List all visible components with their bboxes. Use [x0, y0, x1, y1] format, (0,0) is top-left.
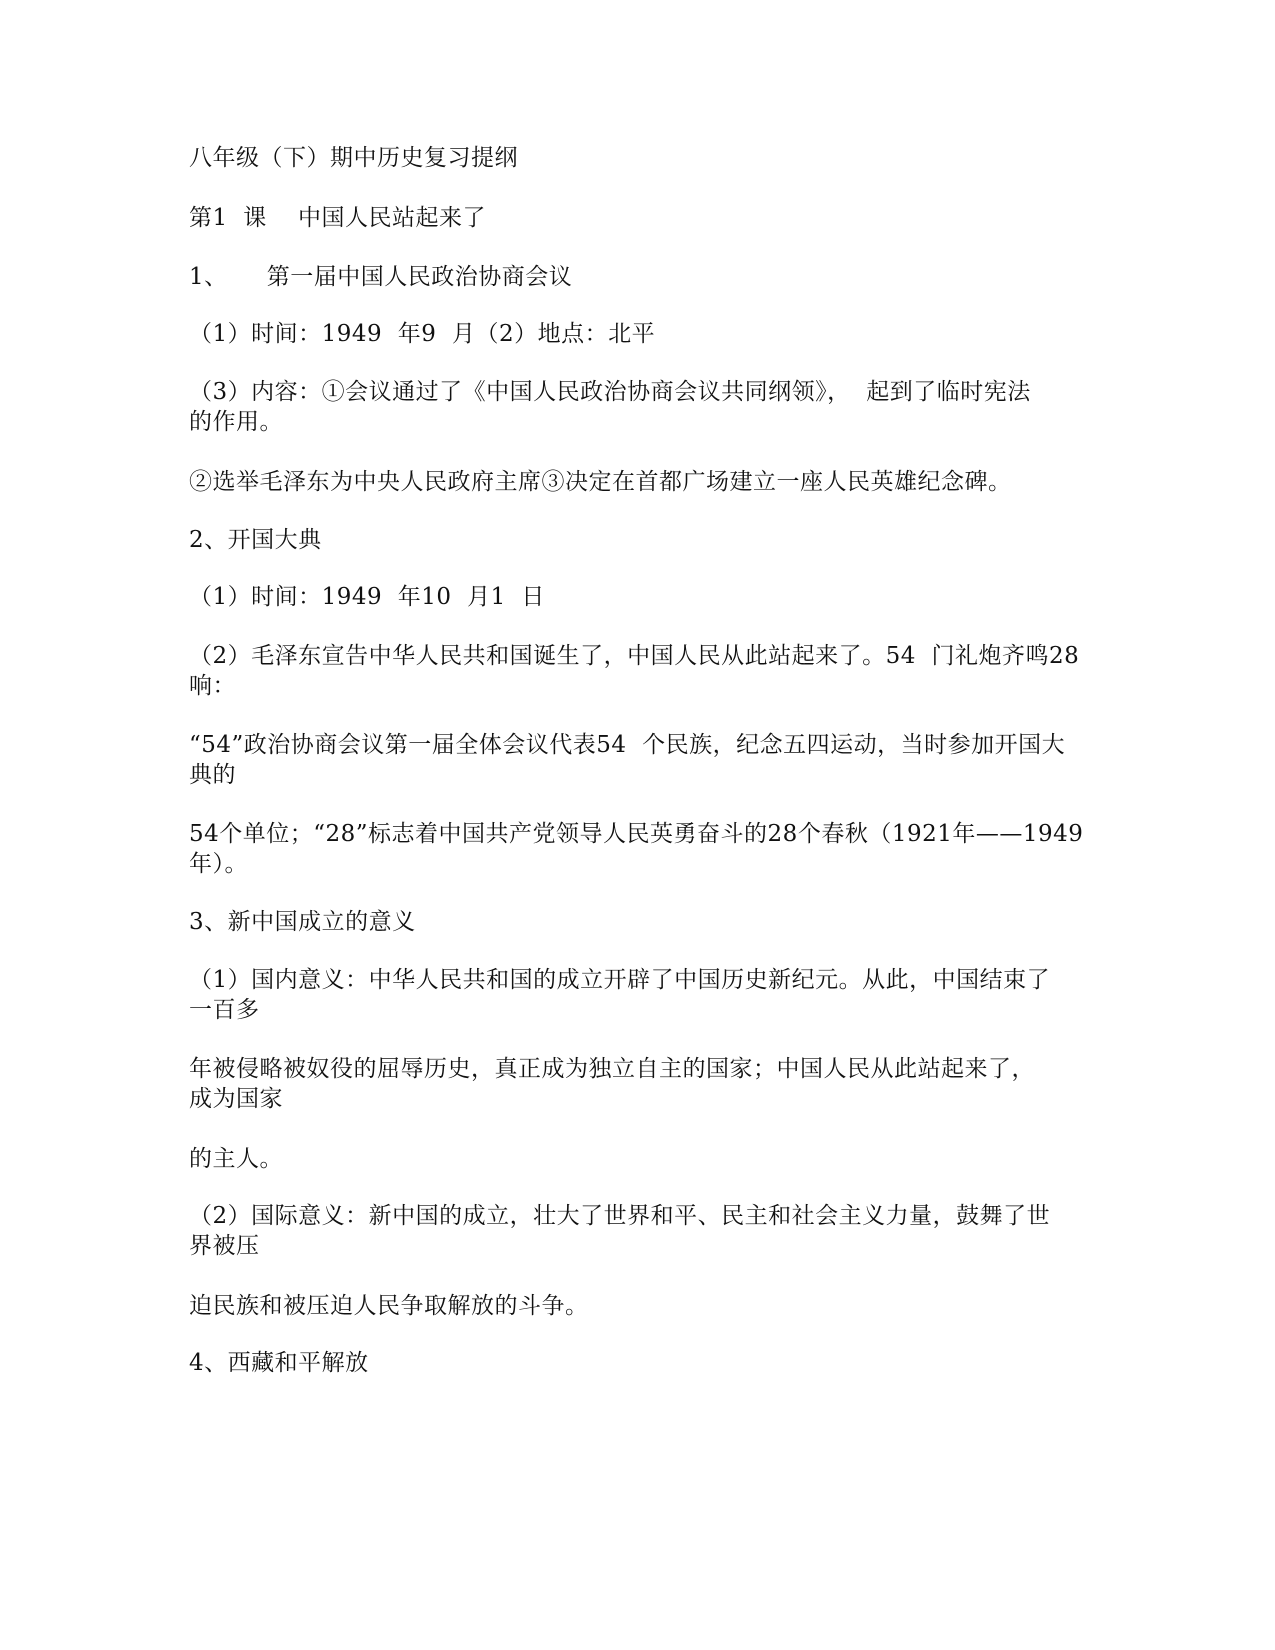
text-line: （3）内容：①会议通过了《中国人民政治协商会议共同纲领》， 起到了临时宪法	[189, 379, 1031, 405]
text-line: ②选举毛泽东为中央人民政府主席③决定在首都广场建立一座人民英雄纪念碑。	[189, 469, 1012, 495]
text-line: 年被侵略被奴役的屈辱历史，真正成为独立自主的国家；中国人民从此站起来了，	[189, 1056, 1035, 1082]
text-line: 一百多	[189, 997, 260, 1023]
text-line: 界被压	[189, 1233, 260, 1259]
text-line: （1）时间：1949 年9 月（2）地点：北平	[189, 321, 656, 347]
text-line: 的主人。	[189, 1146, 283, 1172]
text-line: （1）时间：1949 年10 月1 日	[189, 584, 545, 610]
text-line: 54个单位；“28”标志着中国共产党领导人民英勇奋斗的28个春秋（1921年——1949	[189, 821, 1084, 847]
section-heading: 4、西藏和平解放	[189, 1350, 369, 1376]
document-title: 八年级（下）期中历史复习提纲	[189, 145, 518, 171]
text-line: 典的	[189, 762, 236, 788]
text-line: “54”政治协商会议第一届全体会议代表54 个民族，纪念五四运动，当时参加开国大	[189, 732, 1066, 758]
text-line: 年）。	[189, 851, 248, 877]
text-line: （1）国内意义：中华人民共和国的成立开辟了中国历史新纪元。从此，中国结束了	[189, 967, 1051, 993]
text-line: （2）毛泽东宣告中华人民共和国诞生了，中国人民从此站起来了。54 门礼炮齐鸣28	[189, 643, 1080, 669]
text-line: 响：	[189, 673, 236, 699]
text-line: 的作用。	[189, 409, 283, 435]
text-line: 迫民族和被压迫人民争取解放的斗争。	[189, 1293, 589, 1319]
text-line: 成为国家	[189, 1086, 283, 1112]
section-heading: 2、开国大典	[189, 527, 322, 553]
text-line: （2）国际意义：新中国的成立，壮大了世界和平、民主和社会主义力量，鼓舞了世	[189, 1203, 1051, 1229]
section-heading: 3、新中国成立的意义	[189, 909, 416, 935]
section-heading: 1、 第一届中国人民政治协商会议	[189, 264, 573, 290]
lesson-heading: 第1 课 中国人民站起来了	[189, 205, 486, 231]
